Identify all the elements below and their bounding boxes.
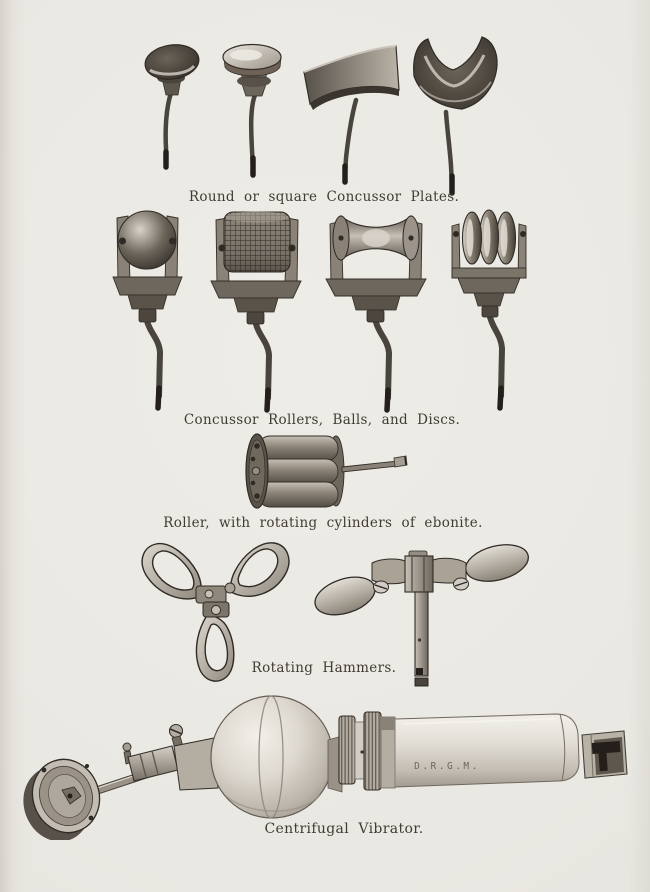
vibrator-marking: D.R.G.M. (414, 761, 480, 772)
curved-square-concussor-plate (304, 46, 399, 182)
vibrator-end-cap (582, 731, 627, 778)
round-concussor-plate (143, 41, 201, 167)
caption-centrifugal-vibrator: Centrifugal Vibrator. (264, 821, 424, 837)
vibrator-sphere (211, 696, 333, 818)
concussor-discs (452, 210, 526, 408)
ebonite-cylinder-drum (246, 434, 407, 508)
vibrator-collar-rings (328, 712, 395, 792)
concussor-rollers-illustration (0, 200, 650, 418)
caption-concussor-plates: Round or square Concussor Plates. (188, 189, 460, 205)
vibrator-rod-and-chuck (84, 725, 218, 799)
concussor-ball (113, 211, 182, 408)
flat-round-concussor-plate (223, 45, 281, 176)
concussor-spool-roller (326, 216, 426, 410)
caption-rotating-hammers: Rotating Hammers. (251, 660, 397, 676)
caption-ebonite-roller: Roller, with rotating cylinders of ebonite. (163, 515, 483, 531)
axle-rod (342, 461, 398, 472)
caption-concussor-rollers: Concussor Rollers, Balls, and Discs. (183, 412, 461, 428)
centrifugal-vibrator-illustration (0, 685, 650, 840)
saddle-concussor-plate (414, 37, 497, 193)
concussor-plates-illustration (0, 0, 650, 205)
concussor-crosshatched-roller (211, 212, 301, 411)
vibrator-body (395, 714, 579, 787)
ebonite-roller-illustration (0, 420, 650, 530)
